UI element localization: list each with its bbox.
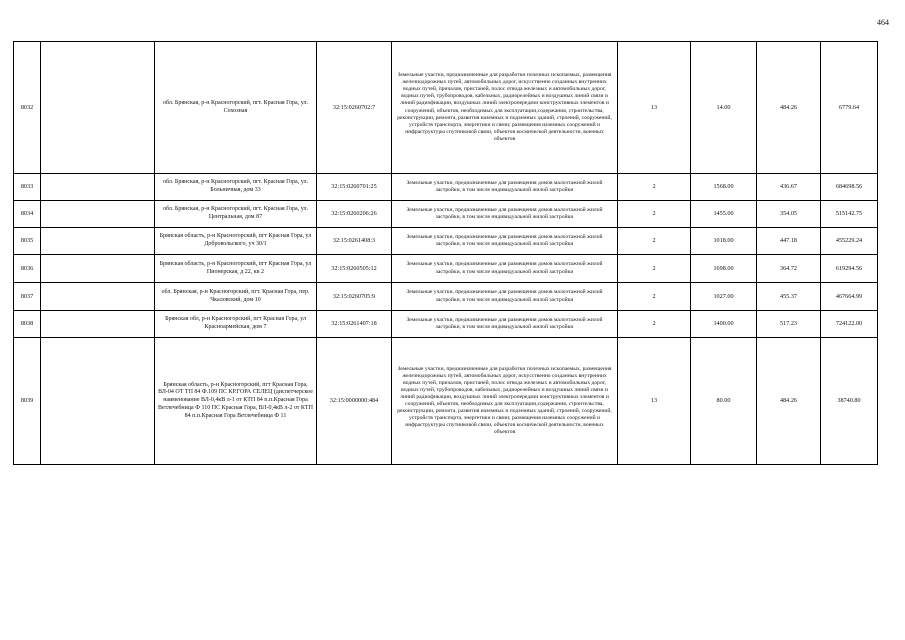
address-cell: Брянская область, р-н Красногорский, пгт Красная Гора, ул Пионерская, д 22, кв 2 [155, 255, 317, 283]
cadastral-number: 32:15:0260701:25 [317, 174, 392, 201]
address-cell: обл. Брянская, р-н Красногорский, пгт. Красная Гора, пер. Чкаловский, дом 10 [155, 283, 317, 311]
cadastral-cost: 684698.56 [821, 174, 878, 201]
specific-value: 484.26 [757, 42, 821, 174]
table-row [14, 338, 878, 465]
blank-cell [41, 255, 155, 283]
page-number: 464 [877, 18, 889, 27]
address-cell: Брянская область, р-н Красногорский, пгт Красная Гора, ул Добровольского, уч 30/1 [155, 228, 317, 255]
group-number: 2 [618, 255, 691, 283]
blank-cell [41, 42, 155, 174]
group-number: 2 [618, 228, 691, 255]
table-row [14, 201, 878, 228]
land-purpose: Земельные участки, предназначенные для размещения домов малоэтажной жилой застройки, в том числе индивидуальной жилой застройки [392, 311, 618, 338]
blank-cell [41, 228, 155, 255]
cadastral-cost: 619294.56 [821, 255, 878, 283]
table-row [14, 228, 878, 255]
row-number: 8036 [14, 255, 41, 283]
area-value: 1018.00 [691, 228, 757, 255]
specific-value: 455.37 [757, 283, 821, 311]
row-number: 8037 [14, 283, 41, 311]
land-registry-table [13, 41, 878, 465]
specific-value: 354.05 [757, 201, 821, 228]
blank-cell [41, 338, 155, 465]
land-purpose: Земельные участки, предназначенные для размещения домов малоэтажной жилой застройки, в том числе индивидуальной жилой застройки [392, 201, 618, 228]
cadastral-number: 32:15:0261408:3 [317, 228, 392, 255]
area-value: 1698.00 [691, 255, 757, 283]
group-number: 2 [618, 283, 691, 311]
land-purpose: Земельные участки, предназначенные для разработки полезных ископаемых, размещения железнодорожных путей, автомобильных дорог, искусственно созданных внутренних водных путей, причалов, пристаней, полос отвода железных и автомобильных дорог, водных путей, трубопроводов, кабельных, радиорелейных и воздушных линий связи и линий радиофикации, воздушных линий электропередачи конструктивных элементов и сооружений, объектов, необходимых для эксплуатации,содержания, строительства, реконструкции, ремонта, развития наземных и подземных зданий, строений, сооружений, устройств транспорта, энергетики и связи; размещения наземных сооружений и инфраструктуры спутниковой связи, объектов космической деятельности, военных объектов [392, 338, 618, 465]
group-number: 2 [618, 311, 691, 338]
table-row [14, 311, 878, 338]
address-cell: обл. Брянская, р-н Красногорский, пгт. Красная Гора, ул. Центральная, дом 87 [155, 201, 317, 228]
cadastral-number: 32:15:0000000:484 [317, 338, 392, 465]
row-number: 8039 [14, 338, 41, 465]
area-value: 1455.00 [691, 201, 757, 228]
blank-cell [41, 201, 155, 228]
specific-value: 436.67 [757, 174, 821, 201]
address-cell: обл. Брянская, р-н Красногорский, пгт. Красная Гора, ул. Больничная, дом 33 [155, 174, 317, 201]
cadastral-cost: 467664.99 [821, 283, 878, 311]
cadastral-number: 32:15:0261407:18 [317, 311, 392, 338]
cadastral-number: 32:15:0260702:7 [317, 42, 392, 174]
table-row [14, 283, 878, 311]
row-number: 8038 [14, 311, 41, 338]
area-value: 1027.00 [691, 283, 757, 311]
address-cell: обл. Брянская, р-н Красногорский, пгт. Красная Гора, ул. Сохозная [155, 42, 317, 174]
cadastral-cost: 6779.64 [821, 42, 878, 174]
cadastral-cost: 38740.80 [821, 338, 878, 465]
row-number: 8034 [14, 201, 41, 228]
land-purpose: Земельные участки, предназначенные для размещения домов малоэтажной жилой застройки, в том числе индивидуальной жилой застройки [392, 255, 618, 283]
area-value: 1568.00 [691, 174, 757, 201]
cadastral-cost: 455229.24 [821, 228, 878, 255]
land-purpose: Земельные участки, предназначенные для размещения домов малоэтажной жилой застройки, в том числе индивидуальной жилой застройки [392, 228, 618, 255]
cadastral-cost: 515142.75 [821, 201, 878, 228]
blank-cell [41, 311, 155, 338]
cadastral-number: 32:15:0260206:26 [317, 201, 392, 228]
land-purpose: Земельные участки, предназначенные для размещения домов малоэтажной жилой застройки, в том числе индивидуальной жилой застройки [392, 174, 618, 201]
group-number: 13 [618, 338, 691, 465]
table-row [14, 255, 878, 283]
land-purpose: Земельные участки, предназначенные для размещения домов малоэтажной жилой застройки, в том числе индивидуальной жилой застройки [392, 283, 618, 311]
group-number: 2 [618, 174, 691, 201]
table-row [14, 174, 878, 201]
area-value: 1400.00 [691, 311, 757, 338]
cadastral-number: 32:15:0260505:12 [317, 255, 392, 283]
blank-cell [41, 283, 155, 311]
group-number: 13 [618, 42, 691, 174]
cadastral-cost: 724122.00 [821, 311, 878, 338]
land-purpose: Земельные участки, предназначенные для разработки полезных ископаемых, размещения железнодорожных путей, автомобильных дорог, искусственно созданных внутренних водных путей, причалов, пристаней, полос отвода железных и автомобильных дорог, водных путей, трубопроводов, кабельных, радиорелейных и воздушных линий связи и линий радиофикации, воздушных линий электропередачи конструктивных элементов и сооружений, объектов, необходимых для эксплуатации,содержания, строительства, реконструкции, ремонта, развития наземных и подземных зданий, строений, сооружений, устройств транспорта, энергетики и связи; размещения наземных сооружений и инфраструктуры спутниковой связи, объектов космической деятельности, военных объектов [392, 42, 618, 174]
specific-value: 484.26 [757, 338, 821, 465]
cadastral-number: 32:15:0260705:9 [317, 283, 392, 311]
row-number: 8035 [14, 228, 41, 255]
row-number: 8033 [14, 174, 41, 201]
address-cell: Брянская область, р-н Красногорский, пгт Красная Гора, ВЛ-04 ОТ ТП 84 Ф.109 ПС КР.ГОРА СЕЛЕЦ (диспетчерское наименование ВЛ-0,4кВ л-1 от КТП 84 п.п.Красная Гора Ветлечебница Ф 110 ПС Красная Гора, ВЛ-0,4кВ л-2 от КТП 84 п.п.Красная Гора Ветлечебница Ф 11 [155, 338, 317, 465]
table-row [14, 42, 878, 174]
row-number: 8032 [14, 42, 41, 174]
area-value: 14.00 [691, 42, 757, 174]
group-number: 2 [618, 201, 691, 228]
specific-value: 364.72 [757, 255, 821, 283]
blank-cell [41, 174, 155, 201]
specific-value: 517.23 [757, 311, 821, 338]
area-value: 80.00 [691, 338, 757, 465]
address-cell: Брянская обл, р-н Красногорский, пгт Красная Гора, ул Красноармейская, дом 7 [155, 311, 317, 338]
specific-value: 447.18 [757, 228, 821, 255]
